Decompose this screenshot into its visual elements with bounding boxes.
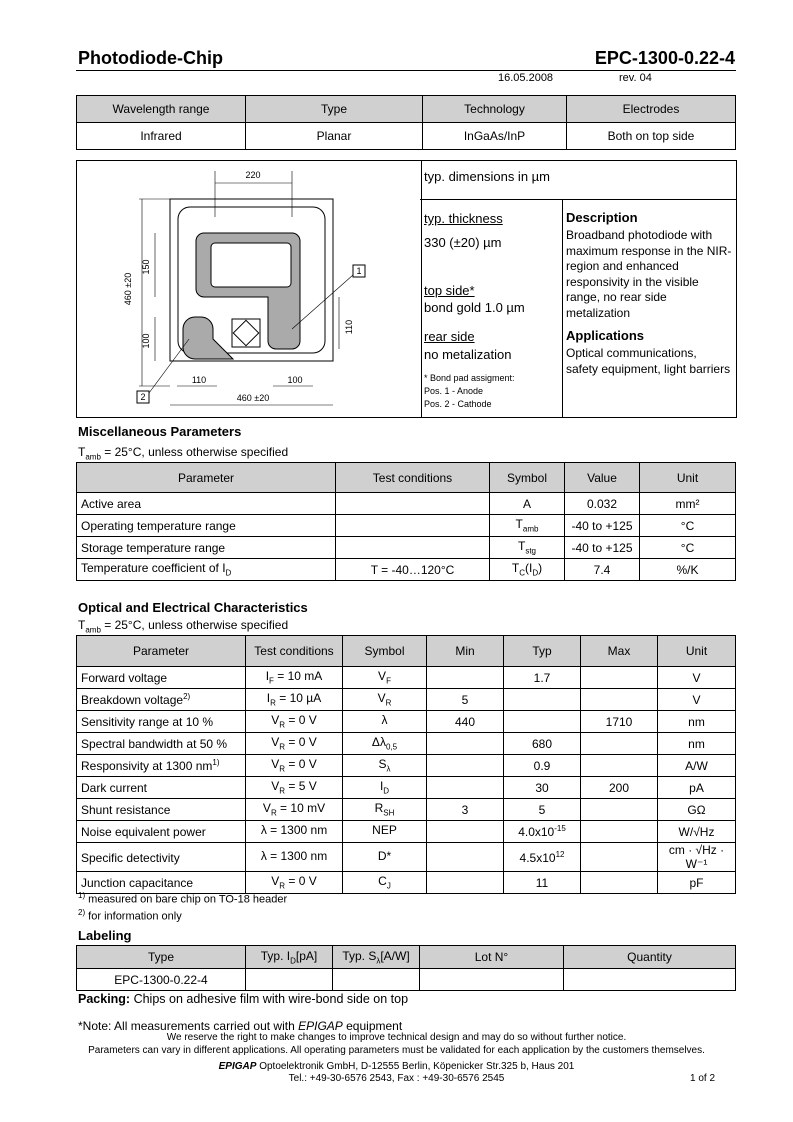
cond-cell: λ = 1300 nm	[246, 843, 343, 872]
min-cell	[427, 872, 504, 894]
symbol-cell: D*	[343, 843, 427, 872]
max-cell	[581, 733, 658, 755]
param-cell: Forward voltage	[77, 667, 246, 689]
unit-cell: A/W	[658, 755, 736, 777]
chip-drawing-panel	[76, 160, 422, 418]
symbol-cell: $T_{amb}$	[490, 515, 565, 537]
cond-cell: $V_R = 0$ V	[246, 872, 343, 894]
cond-cell: $V_R = 0$ V	[246, 755, 343, 777]
misc-header: Value	[565, 463, 640, 493]
labeling-cell	[246, 969, 333, 991]
summary-header: Technology	[423, 96, 567, 123]
pad-label-2: 2	[140, 392, 146, 402]
top-side-label: top side*	[424, 283, 475, 298]
param-cell: Breakdown voltage$^{2)}$	[77, 689, 246, 711]
labeling-table	[76, 945, 736, 991]
symbol-cell: $T_{stg}$	[490, 537, 565, 559]
labeling-cell: EPC-1300-0.22-4	[77, 969, 246, 991]
table-row	[77, 515, 736, 537]
misc-title: Miscellaneous Parameters	[78, 424, 242, 439]
symbol-cell: A	[490, 493, 565, 515]
param-cell: Active area	[77, 493, 336, 515]
min-cell: 440	[427, 711, 504, 733]
table-row	[77, 559, 736, 581]
typ-cell: 5	[504, 799, 581, 821]
optical-header: Symbol	[343, 636, 427, 667]
cond-cell: $V_R = 0$ V	[246, 733, 343, 755]
applications-text: Optical communications, safety equipment, light barriers	[566, 346, 731, 376]
optical-header: Parameter	[77, 636, 246, 667]
max-cell	[581, 872, 658, 894]
param-cell: Specific detectivity	[77, 843, 246, 872]
bond-pos1: Pos. 1 - Anode	[424, 386, 484, 396]
unit-cell: pA	[658, 777, 736, 799]
dim-bottom-total: 460 ±20	[236, 393, 270, 403]
misc-header: Parameter	[77, 463, 336, 493]
summary-value: Both on top side	[567, 123, 736, 150]
specs-panel	[420, 160, 737, 418]
typ-cell	[504, 711, 581, 733]
symbol-cell: $V_F$	[343, 667, 427, 689]
document-revision: rev. 04	[619, 72, 652, 84]
cond-cell: $I_R = 10$ µA	[246, 689, 343, 711]
misc-header: Symbol	[490, 463, 565, 493]
company-address: EPIGAP Optoelektronik GmbH, D-12555 Berlin, Köpenicker Str.325 b, Haus 201	[218, 1061, 575, 1072]
unit-cell: nm	[658, 733, 736, 755]
max-cell: 200	[581, 777, 658, 799]
param-cell: Noise equivalent power	[77, 821, 246, 843]
typ-cell: 0.9	[504, 755, 581, 777]
disclaimer-2: Parameters can vary in different applications. All operating parameters must be validated for each application by the customers themselves.	[88, 1045, 705, 1056]
unit-cell: pF	[658, 872, 736, 894]
cond-cell	[336, 515, 490, 537]
dim-left-lower: 100	[141, 333, 151, 349]
unit-cell: V	[658, 667, 736, 689]
measurement-note: *Note: All measurements carried out with EPIGAP equipment	[78, 1019, 403, 1033]
typ-cell: 30	[504, 777, 581, 799]
table-row	[77, 799, 736, 821]
min-cell	[427, 821, 504, 843]
min-cell	[427, 843, 504, 872]
symbol-cell: NEP	[343, 821, 427, 843]
table-row	[77, 667, 736, 689]
typ-cell: $4.5x10^{12}$	[504, 843, 581, 872]
labeling-cell	[333, 969, 420, 991]
chip-drawing	[77, 161, 421, 417]
labeling-header: Type	[77, 946, 246, 969]
labeling-header: Quantity	[564, 946, 736, 969]
applications-title: Applications	[566, 328, 645, 343]
part-number: EPC-1300-0.22-4	[594, 48, 735, 68]
table-row	[77, 843, 736, 872]
min-cell	[427, 777, 504, 799]
table-row	[77, 777, 736, 799]
table-row	[77, 821, 736, 843]
rear-side-label: rear side	[424, 329, 475, 344]
summary-header: Type	[246, 96, 423, 123]
table-row	[77, 689, 736, 711]
cond-cell: T = -40…120°C	[336, 559, 490, 581]
unit-cell: °C	[640, 515, 736, 537]
pad-label-1: 1	[356, 266, 362, 276]
max-cell	[581, 843, 658, 872]
min-cell	[427, 733, 504, 755]
max-cell: 1710	[581, 711, 658, 733]
misc-conditions: $T_{amb} = 25^\circ C$, unless otherwise specified	[78, 445, 289, 462]
dim-left-upper: 150	[141, 259, 151, 275]
max-cell	[581, 799, 658, 821]
symbol-cell: $S_\lambda$	[343, 755, 427, 777]
optical-header: Max	[581, 636, 658, 667]
document-title: Photodiode-Chip	[78, 48, 223, 68]
bond-pos2: Pos. 2 - Cathode	[424, 399, 492, 409]
min-cell	[427, 667, 504, 689]
cond-cell: $V_R = 10$ mV	[246, 799, 343, 821]
table-row	[77, 733, 736, 755]
dim-left-total: 460 ±20	[123, 272, 133, 306]
param-cell: Dark current	[77, 777, 246, 799]
max-cell	[581, 689, 658, 711]
bond-note: * Bond pad assigment:	[424, 373, 515, 383]
optical-header: Test conditions	[246, 636, 343, 667]
typ-cell: $4.0x10^{-15}$	[504, 821, 581, 843]
labeling-cell	[420, 969, 564, 991]
cond-cell	[336, 537, 490, 559]
optical-conditions: $T_{amb} = 25^\circ C$, unless otherwise specified	[78, 618, 289, 635]
summary-header: Electrodes	[567, 96, 736, 123]
dim-bottom-left: 110	[191, 375, 207, 385]
param-cell: Storage temperature range	[77, 537, 336, 559]
top-side-value: bond gold 1.0 µm	[424, 300, 525, 315]
value-cell: 7.4	[565, 559, 640, 581]
description-title: Description	[566, 210, 638, 225]
table-row	[77, 537, 736, 559]
typ-cell: 11	[504, 872, 581, 894]
labeling-cell	[564, 969, 736, 991]
table-row	[77, 969, 736, 991]
param-cell: Operating temperature range	[77, 515, 336, 537]
min-cell: 3	[427, 799, 504, 821]
symbol-cell: $R_{SH}$	[343, 799, 427, 821]
optical-header: Unit	[658, 636, 736, 667]
labeling-header: Typ. $S_\lambda[A/W]$	[333, 946, 420, 969]
symbol-cell: $C_J$	[343, 872, 427, 894]
unit-cell: V	[658, 689, 736, 711]
param-cell: Sensitivity range at 10 %	[77, 711, 246, 733]
cond-cell: $I_F = 10$ mA	[246, 667, 343, 689]
min-cell	[427, 755, 504, 777]
symbol-cell: $T_C(I_D)$	[490, 559, 565, 581]
max-cell	[581, 755, 658, 777]
unit-cell: cm · √Hz · W⁻¹	[658, 843, 736, 872]
unit-cell: °C	[640, 537, 736, 559]
company-contact: Tel.: +49-30-6576 2543, Fax : +49-30-6576 2545	[288, 1073, 505, 1084]
document-date: 16.05.2008	[498, 72, 554, 84]
labeling-header: Typ. $I_D[pA]$	[246, 946, 333, 969]
param-cell: Responsivity at 1300 $nm^{1)}$	[77, 755, 246, 777]
symbol-cell: λ	[343, 711, 427, 733]
max-cell	[581, 821, 658, 843]
typ-cell: 1.7	[504, 667, 581, 689]
unit-cell: W/√Hz	[658, 821, 736, 843]
optical-header: Min	[427, 636, 504, 667]
unit-cell: GΩ	[658, 799, 736, 821]
disclaimer-1: We reserve the right to make changes to improve technical design and may do so without further notice.	[166, 1032, 627, 1043]
misc-table	[76, 462, 736, 581]
description-text: Broadband photodiode with maximum response in the NIR-region and enhanced responsivity in the visible range, no rear side metalization	[566, 228, 732, 320]
footnote-1: $^{1)}$ measured on bare chip on TO-18 header	[78, 891, 288, 906]
page-number: 1 of 2	[690, 1073, 716, 1084]
symbol-cell: $I_D$	[343, 777, 427, 799]
packing-line: Packing: Chips on adhesive film with wire-bond side on top	[78, 992, 409, 1006]
symbol-cell: $V_R$	[343, 689, 427, 711]
value-cell: -40 to +125	[565, 537, 640, 559]
table-row	[77, 755, 736, 777]
optical-header: Typ	[504, 636, 581, 667]
dim-top: 220	[245, 170, 261, 180]
rear-side-value: no metalization	[424, 347, 512, 362]
value-cell: -40 to +125	[565, 515, 640, 537]
param-cell: Junction capacitance	[77, 872, 246, 894]
param-cell: Shunt resistance	[77, 799, 246, 821]
misc-header: Unit	[640, 463, 736, 493]
unit-cell: nm	[658, 711, 736, 733]
table-row	[77, 493, 736, 515]
dim-bottom-right: 100	[287, 375, 303, 385]
typ-cell	[504, 689, 581, 711]
unit-cell: %/K	[640, 559, 736, 581]
min-cell: 5	[427, 689, 504, 711]
labeling-title: Labeling	[78, 928, 132, 943]
param-cell: Spectral bandwidth at 50 %	[77, 733, 246, 755]
dims-note: typ. dimensions in µm	[424, 169, 550, 184]
header-rule	[76, 70, 736, 71]
summary-value: Planar	[246, 123, 423, 150]
summary-table	[76, 95, 736, 150]
unit-cell: mm²	[640, 493, 736, 515]
typ-cell: 680	[504, 733, 581, 755]
cond-cell: $V_R = 5$ V	[246, 777, 343, 799]
thickness-value: 330 (±20) µm	[424, 235, 502, 250]
optical-table	[76, 635, 736, 894]
value-cell: 0.032	[565, 493, 640, 515]
labeling-header: Lot N°	[420, 946, 564, 969]
optical-title: Optical and Electrical Characteristics	[78, 600, 308, 615]
cond-cell: $V_R = 0$ V	[246, 711, 343, 733]
summary-value: Infrared	[77, 123, 246, 150]
misc-header: Test conditions	[336, 463, 490, 493]
table-row	[77, 711, 736, 733]
param-cell: Temperature coefficient of $I_D$	[77, 559, 336, 581]
footnote-2: $^{2)}$ for information only	[78, 908, 182, 923]
thickness-label: typ. thickness	[424, 211, 503, 226]
summary-header: Wavelength range	[77, 96, 246, 123]
summary-value: InGaAs/InP	[423, 123, 567, 150]
cond-cell	[336, 493, 490, 515]
max-cell	[581, 667, 658, 689]
symbol-cell: $\Delta\lambda_{0,5}$	[343, 733, 427, 755]
dim-right: 110	[344, 319, 354, 335]
cond-cell: λ = 1300 nm	[246, 821, 343, 843]
